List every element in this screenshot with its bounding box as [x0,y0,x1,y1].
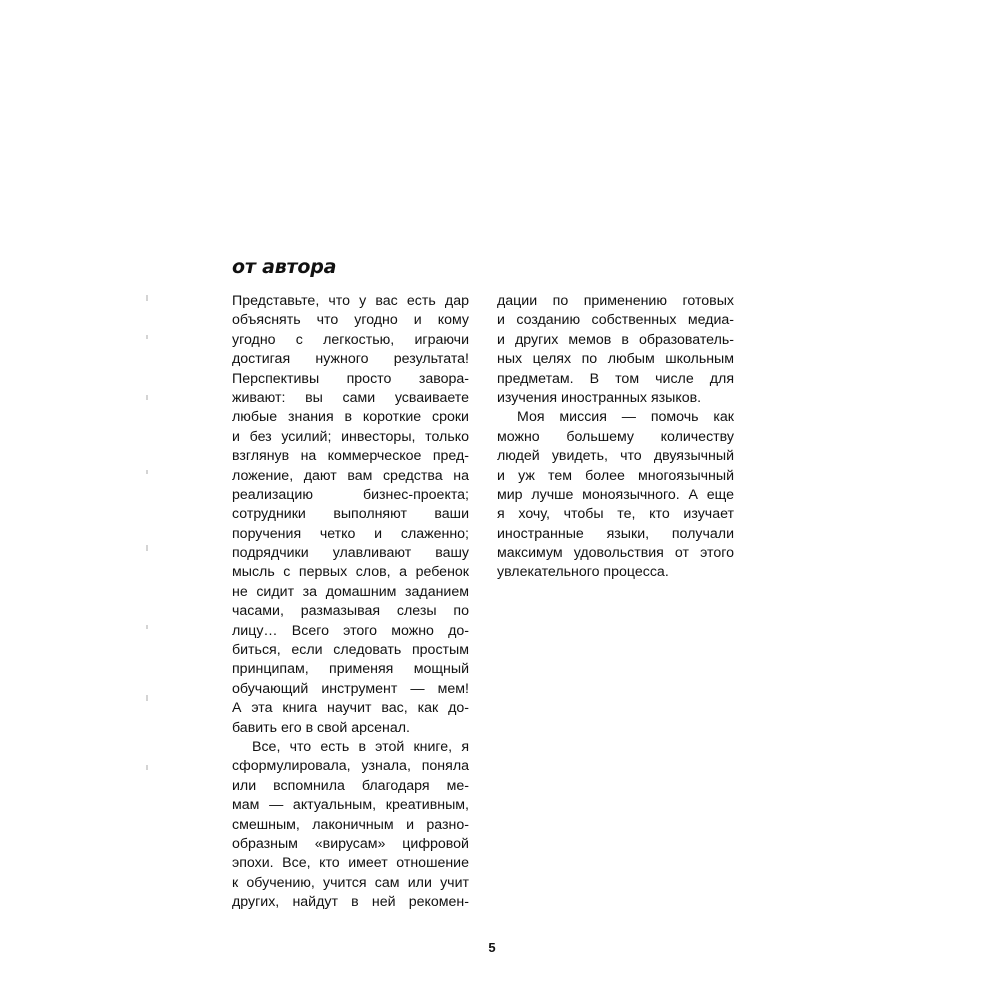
text-line: принципам, применяя мощный [232,661,469,678]
text-line: максимум удовольствия от этого [497,545,734,562]
text-line: смешным, лаконичным и разно- [232,816,469,833]
text-line: не сидит за домашним заданием [232,583,469,600]
text-line: А эта книга научит вас, как до- [232,700,469,717]
text-line: Моя миссия — помочь как [517,409,734,426]
left-column [232,292,469,913]
page-number: 5 [488,940,496,955]
text-line: подрядчики улавливают вашу [232,545,469,562]
text-line: часами, размазывая слезы по [232,603,469,620]
text-line: и без усилий; инвесторы, только [232,428,469,445]
margin-mark [146,545,148,551]
text-line: и уж тем более многоязычный [497,467,734,484]
margin-mark [146,335,148,339]
text-line: к обучению, учится сам или учит [232,874,469,891]
text-line: людей увидеть, что двуязычный [497,448,734,465]
text-line: эпохи. Все, кто имеет отношение [232,855,469,872]
text-line: объяснять что угодно и кому [232,312,469,329]
text-line: Представьте, что у вас есть дар [232,293,469,309]
text-line: Перспективы просто завора- [232,370,469,387]
margin-mark [146,765,148,770]
text-line: поручения четко и слаженно; [232,525,469,542]
text-line: изучения иностранных языков. [497,389,702,406]
margin-mark [146,695,148,701]
text-line: бавить его в свой арсенал. [232,719,410,736]
text-line: мир лучше моноязычного. А еще [497,486,734,503]
text-line: мам — актуальным, креативным, [232,797,469,814]
text-line: можно большему количеству [497,428,734,445]
text-line: лицу… Всего этого можно до- [232,622,469,639]
text-line: или вспомнила благодаря ме- [232,777,469,794]
text-line: я хочу, чтобы те, кто изучает [497,506,734,523]
text-line: ных целях по любым школьным [497,351,734,368]
text-line: любые знания в короткие сроки [232,409,469,426]
text-line: иностранные языки, получали [497,525,734,542]
text-line: угодно с легкостью, играючи [232,331,469,348]
right-column [497,292,734,583]
text-line: и других мемов в образователь- [497,331,734,348]
margin-mark [146,625,148,629]
text-line: образным «вирусам» цифровой [232,835,469,852]
text-line: взглянув на коммерческое пред- [232,448,469,465]
text-line: биться, если следовать простым [232,642,469,659]
margin-marks [146,295,150,775]
text-line: реализацию бизнес-проекта; [232,486,469,503]
text-line: живают: вы сами усваиваете [232,389,469,406]
text-line: мысль с первых слов, а ребенок [232,564,469,581]
text-line: Все, что есть в этой книге, я [252,738,469,755]
text-line: и созданию собственных медиа- [497,312,734,329]
margin-mark [146,395,148,400]
text-line: предметам. В том числе для [497,370,734,387]
text-line: других, найдут в ней рекомен- [232,894,469,911]
section-heading: от автора [232,256,337,278]
text-line: ложение, дают вам средства на [232,467,469,484]
text-line: увлекательного процесса. [497,564,669,581]
text-line: сформулировала, узнала, поняла [232,758,469,775]
text-line: обучающий инструмент — мем! [232,680,469,697]
text-line: сотрудники выполняют ваши [232,506,469,523]
text-line: достигая нужного результата! [232,351,469,368]
margin-mark [146,470,148,474]
text-line: дации по применению готовых [497,293,734,309]
margin-mark [146,295,148,301]
